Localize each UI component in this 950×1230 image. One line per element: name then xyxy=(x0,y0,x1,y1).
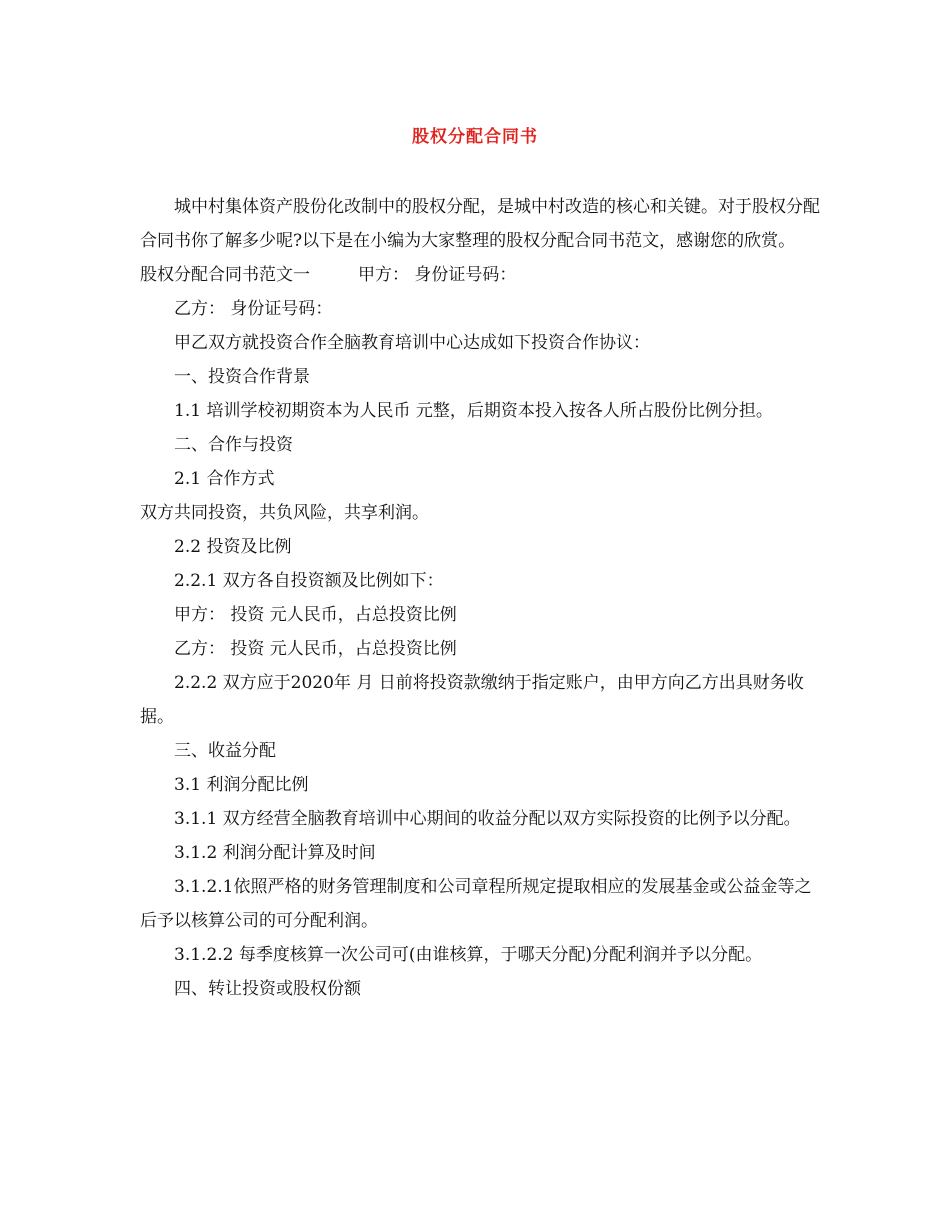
clause-paragraph: 1.1 培训学校初期资本为人民币 元整，后期资本投入按各人所占股份比例分担。 xyxy=(174,401,773,421)
clause-paragraph: 2.2.2 双方应于2020年 月 日前将投资款缴纳于指定账户，由甲方向乙方出具财务收据。 xyxy=(140,673,804,727)
sample-heading-line xyxy=(140,258,820,292)
clause-heading: 3.1.2 利润分配计算及时间 xyxy=(174,843,376,863)
party-b-id-line: 乙方： 身份证号码： xyxy=(174,299,333,319)
section-heading: 三、收益分配 xyxy=(174,741,276,761)
section-heading: 四、转让投资或股权份额 xyxy=(174,979,361,999)
clause-heading: 2.2 投资及比例 xyxy=(174,537,292,557)
party-a-id-line: 甲方： 身份证号码： xyxy=(358,265,517,285)
sample-heading: 股权分配合同书范文一 xyxy=(140,265,310,285)
clause-heading: 2.1 合作方式 xyxy=(174,469,275,489)
section-heading: 一、投资合作背景 xyxy=(174,367,310,387)
clause-paragraph: 3.1.2.1依照严格的财务管理制度和公司章程所规定提取相应的发展基金或公益金等之后予以核算公司的可分配利润。 xyxy=(140,877,812,931)
intro-paragraph: 城中村集体资产股份化改制中的股权分配，是城中村改造的核心和关键。对于股权分配合同书你了解多少呢?以下是在小编为大家整理的股权分配合同书范文，感谢您的欣赏。 xyxy=(140,197,820,251)
clause-paragraph: 3.1.2.2 每季度核算一次公司可(由谁核算，于哪天分配)分配利润并予以分配。 xyxy=(174,945,763,965)
document-body xyxy=(140,190,820,1006)
clause-paragraph: 3.1.1 双方经营全脑教育培训中心期间的收益分配以双方实际投资的比例予以分配。 xyxy=(174,809,801,829)
document-title: 股权分配合同书 xyxy=(412,127,538,147)
clause-paragraph: 2.2.1 双方各自投资额及比例如下： xyxy=(174,571,444,591)
section-heading: 二、合作与投资 xyxy=(174,435,293,455)
party-b-investment-line: 乙方： 投资 元人民币，占总投资比例 xyxy=(174,639,457,659)
agreement-intro: 甲乙双方就投资合作全脑教育培训中心达成如下投资合作协议： xyxy=(174,333,650,353)
party-a-investment-line: 甲方： 投资 元人民币，占总投资比例 xyxy=(174,605,457,625)
clause-heading: 3.1 利润分配比例 xyxy=(174,775,309,795)
clause-paragraph: 双方共同投资，共负风险，共享利润。 xyxy=(140,503,429,523)
